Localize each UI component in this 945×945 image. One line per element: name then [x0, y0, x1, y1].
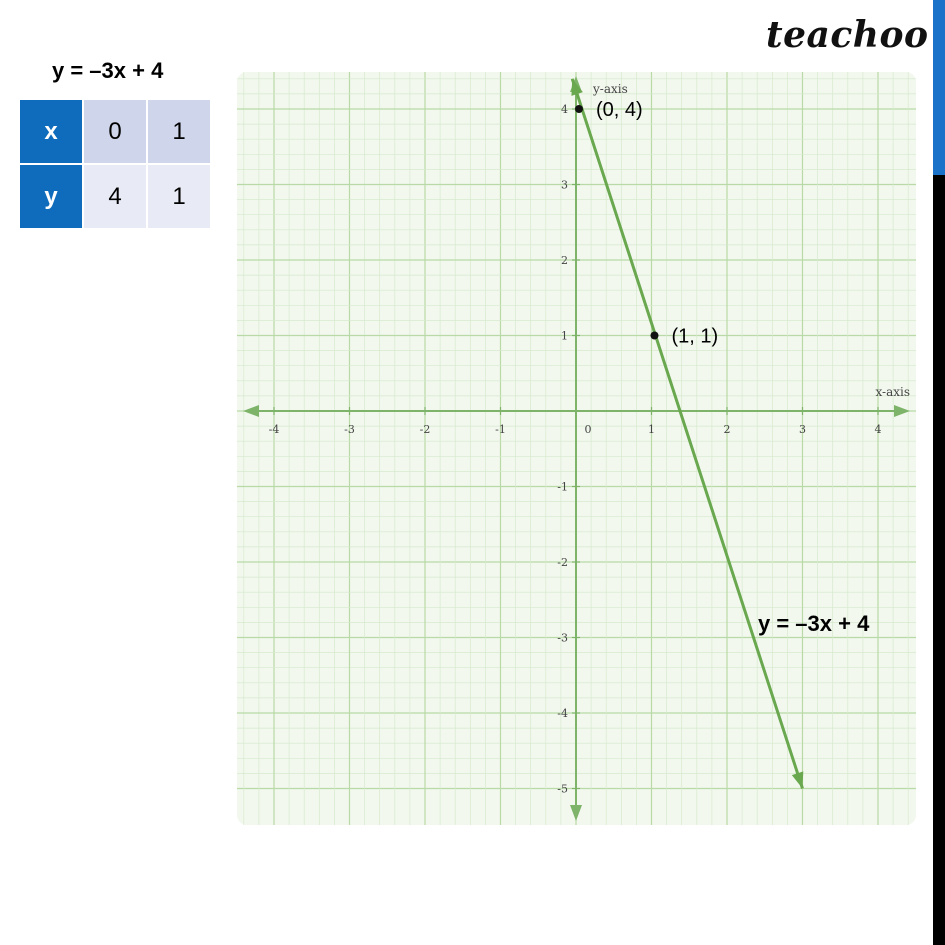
x-tick-label: -1 — [495, 423, 506, 436]
table-row-x — [20, 100, 210, 163]
table-title: y = –3x + 4 — [52, 58, 164, 83]
table-cell: 0 — [84, 100, 146, 163]
y-tick-label: 4 — [561, 103, 568, 116]
data-point-label: (0, 4) — [596, 99, 643, 121]
data-point — [651, 332, 659, 340]
x-tick-label: -3 — [344, 423, 355, 436]
xy-table — [18, 98, 212, 230]
x-tick-label: -4 — [268, 423, 280, 436]
side-accent-bar — [933, 0, 945, 175]
graph — [237, 72, 916, 825]
x-tick-label: 2 — [723, 423, 731, 436]
table-header-x: x — [20, 100, 82, 163]
table-header-y: y — [20, 165, 82, 228]
table-cell: 4 — [84, 165, 146, 228]
y-tick-label: -1 — [557, 480, 568, 494]
table-cell: 1 — [148, 165, 210, 228]
line-label: y = –3x + 4 — [758, 611, 870, 636]
data-point-label: (1, 1) — [671, 325, 719, 348]
teachoo-logo: teachoo — [766, 14, 929, 56]
y-axis-label: y-axis — [593, 82, 628, 96]
data-point — [575, 105, 583, 113]
y-tick-label: -3 — [557, 631, 568, 645]
x-tick-label: 1 — [648, 423, 655, 436]
x-axis-label: x-axis — [875, 385, 910, 399]
y-tick-label: 1 — [561, 329, 568, 343]
y-tick-label: 2 — [561, 254, 568, 267]
table-cell: 1 — [148, 100, 210, 163]
table-row-y — [20, 165, 210, 228]
x-tick-label: -2 — [419, 423, 431, 436]
y-tick-label: -5 — [557, 782, 568, 796]
x-tick-label: 4 — [874, 423, 882, 436]
x-tick-label: 0 — [584, 423, 592, 436]
y-tick-label: 3 — [561, 178, 568, 192]
y-tick-label: -4 — [557, 707, 568, 720]
y-tick-label: -2 — [557, 556, 568, 569]
side-dark-bar — [933, 175, 945, 945]
x-tick-label: 3 — [799, 423, 806, 436]
